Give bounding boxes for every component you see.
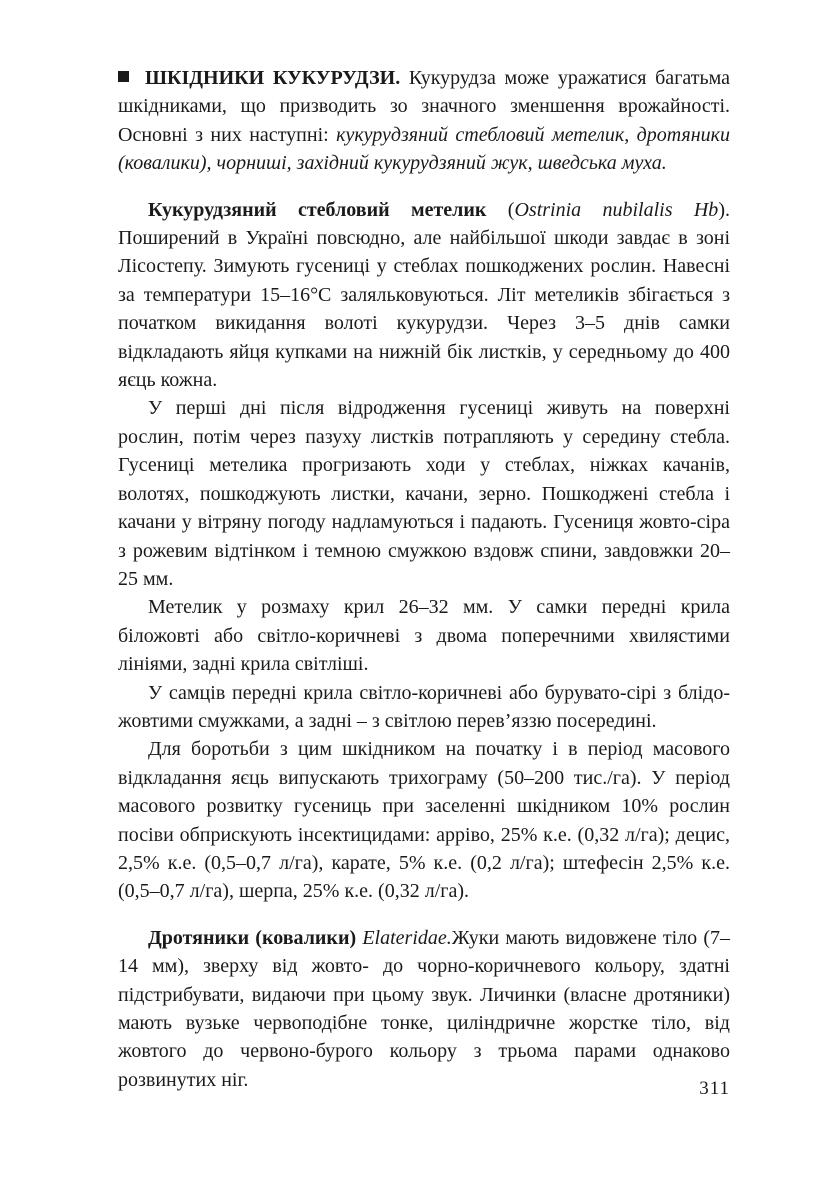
moth-latin-name: Ostrinia nubilalis Hb	[514, 198, 719, 221]
wireworms-description: Жуки мають видовжене тіло (7–14 мм), зверху від жовто- до чорно-коричневого кольору, здатні підстрибувати, видаючи при цьому звук. Личинки (власне дротяники) мають вузьке червоподібне тонке, циліндричне жорстке тіло, від жовтого до червоно-бурого кольору з трьома парами однаково розвинутих ніг.	[118, 926, 730, 1091]
moth-latin-open: (	[486, 198, 515, 221]
moth-paragraph: У самців передні крила світло-коричневі або бурувато-сірі з блідо-жовтими смужками, а задні – з світлою перев’яззю посередині.	[118, 681, 730, 732]
moth-paragraph: У перші дні після відродження гусениці живуть на поверхні рослин, потім через пазуху листків потрапляють у середину стебла. Гусениці метелика прогризають ходи у стеблах, ніжках качанів, волотях, пошкоджують листки, качани, зерно. Пошкоджені стебла і качани у вітряну погоду надламуються і падають. Гусениця жовто-сіра з рожевим відтінком і темною смужкою вздовж спини, завдовжки 20–25 мм.	[118, 397, 730, 590]
wireworms-paragraph	[118, 924, 730, 1094]
moth-heading: Кукурудзяний стебловий метелик	[148, 198, 487, 221]
square-bullet-icon	[118, 71, 129, 82]
page-body	[118, 64, 730, 1094]
moth-intro-paragraph	[118, 196, 730, 395]
wireworms-heading: Дротяники (ковалики)	[148, 926, 357, 949]
section-intro-paragraph	[118, 64, 730, 178]
paragraph-gap	[118, 178, 730, 196]
section-intro-text: Кукурудза може уражатися багатьма шкідниками, що призводить зо значного зменшення врожайності. Основні з них наступні:	[118, 67, 731, 146]
moth-paragraph: Метелик у розмаху крил 26–32 мм. У самки передні крила біложовті або світло-коричневі з двома поперечними хвилястими лініями, задні крила світліші.	[118, 596, 730, 676]
page-number: 311	[699, 1078, 730, 1099]
moth-description: Поширений в Україні повсюдно, але найбільшої шкоди завдає в зоні Лісостепу. Зимують гусениці у стеблах пошкоджених рослин. Навесні за температури 15–16°С заляльковуються. Літ метеликів збігається з початком викидання волоті кукурудзи. Через 3–5 днів самки відкладають яйця купками на нижній бік листків, у середньому до 400 яєць кожна.	[118, 227, 730, 392]
section-heading: ШКІДНИКИ КУКУРУДЗИ.	[145, 67, 401, 89]
paragraph-gap	[118, 906, 730, 924]
wireworms-latin-name: Elateridae.	[362, 926, 452, 949]
section-intro-pests: кукурудзяний стебловий метелик, дротяники (ковалики), чорниші, західний кукурудзяний жук, шведська муха.	[118, 123, 730, 175]
moth-latin-close: ).	[718, 198, 730, 221]
moth-paragraph: Для боротьби з цим шкідником на початку і в період масового відкладання яєць випускають трихограму (50–200 тис./га). У період масового розвитку гусениць при заселенні шкідником 10% рослин посіви обприскують інсектицидами: арріво, 25% к.е. (0,32 л/га); децис, 2,5% к.е. (0,5–0,7 л/га), карате, 5% к.е. (0,2 л/га); штефесін 2,5% к.е. (0,5–0,7 л/га), шерпа, 25% к.е. (0,32 л/га).	[118, 738, 730, 903]
